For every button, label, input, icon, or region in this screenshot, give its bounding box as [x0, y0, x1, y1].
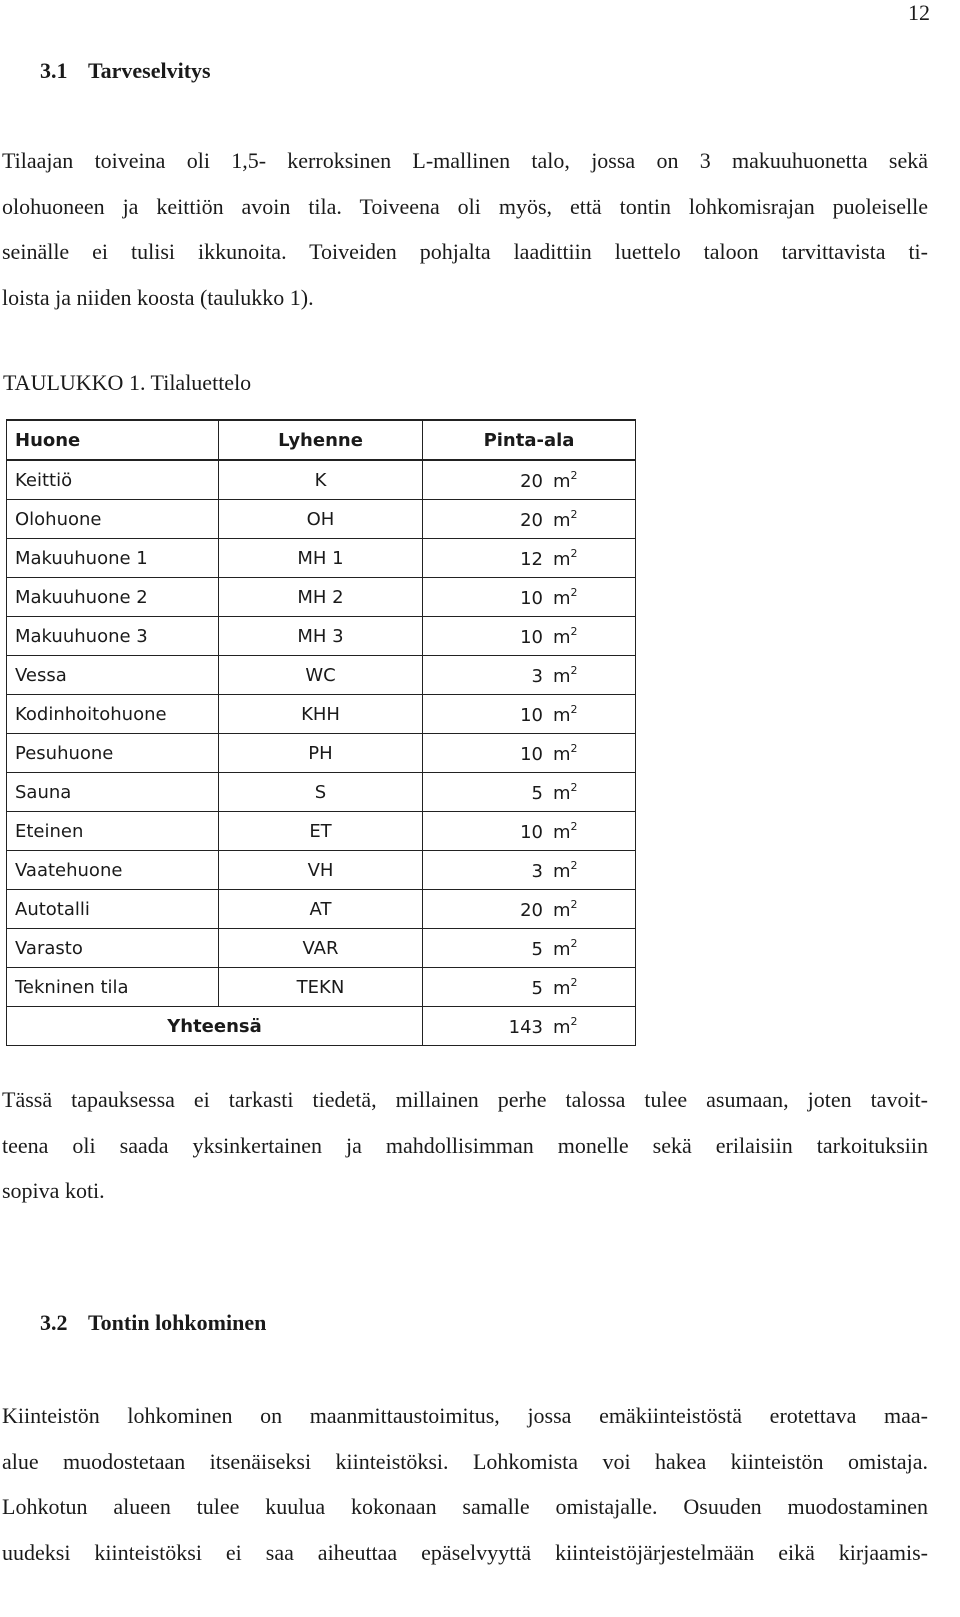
table-row	[7, 890, 636, 929]
section-number: 3.1	[40, 58, 68, 83]
room-area-value: 20	[520, 509, 543, 531]
total-area-value: 143	[508, 1016, 543, 1038]
room-area-cell	[423, 773, 636, 812]
table-row	[7, 851, 636, 890]
room-name: Kodinhoitohuone	[7, 695, 219, 734]
area-unit: $m^2$	[553, 546, 578, 570]
paragraph-line: loista ja niiden koosta (taulukko 1).	[2, 284, 314, 310]
paragraph-line: Kiinteistön lohkominen on maanmittaustoimitus, jossa emäkiinteistöstä erotettava maa-	[2, 1403, 928, 1428]
area-unit: $m^2$	[553, 585, 578, 609]
section-2-paragraph	[2, 1393, 928, 1575]
table-row	[7, 460, 636, 500]
room-abbreviation: K	[219, 460, 423, 500]
paragraph-line: alue muodostetaan itsenäiseksi kiinteistöksi. Lohkomista voi hakea kiinteistön omistaja.	[2, 1448, 928, 1474]
section-title: Tarveselvitys	[88, 58, 211, 83]
room-name: Autotalli	[7, 890, 219, 929]
room-name: Sauna	[7, 773, 219, 812]
room-area-value: 3	[531, 665, 543, 687]
area-unit: $m^2$	[553, 819, 578, 843]
header-abbreviation: Lyhenne	[219, 420, 423, 460]
table-header-row	[7, 420, 636, 460]
room-area-value: 20	[520, 899, 543, 921]
area-unit: $m^2$	[553, 897, 578, 921]
room-area-cell	[423, 578, 636, 617]
room-abbreviation: MH 2	[219, 578, 423, 617]
section-heading-3-1	[40, 58, 211, 84]
header-area: Pinta-ala	[423, 420, 636, 460]
room-abbreviation: KHH	[219, 695, 423, 734]
area-unit: $m^2$	[553, 1014, 578, 1038]
room-abbreviation: VAR	[219, 929, 423, 968]
room-abbreviation: ET	[219, 812, 423, 851]
area-unit: $m^2$	[553, 780, 578, 804]
paragraph-line: Lohkotun alueen tulee kuulua kokonaan samalle omistajalle. Osuuden muodostaminen	[2, 1494, 928, 1519]
room-area-value: 20	[520, 470, 543, 492]
room-area-cell	[423, 851, 636, 890]
area-unit: $m^2$	[553, 624, 578, 648]
table-row	[7, 968, 636, 1007]
table-row	[7, 812, 636, 851]
room-area-cell	[423, 460, 636, 500]
room-area-cell	[423, 617, 636, 656]
paragraph-line: uudeksi kiinteistöksi ei saa aiheuttaa epäselvyyttä kiinteistöjärjestelmään eikä kirjaamis-	[2, 1539, 928, 1565]
section-number: 3.2	[40, 1310, 68, 1335]
room-area-value: 5	[531, 938, 543, 960]
room-area-cell	[423, 500, 636, 539]
table-total-row	[7, 1007, 636, 1046]
table-row	[7, 929, 636, 968]
room-name: Eteinen	[7, 812, 219, 851]
room-name: Olohuone	[7, 500, 219, 539]
paragraph-line: olohuoneen ja keittiön avoin tila. Toiveena oli myös, että tontin lohkomisrajan puoleiselle	[2, 193, 928, 219]
room-abbreviation: OH	[219, 500, 423, 539]
paragraph-line: teena oli saada yksinkertainen ja mahdollisimman monelle sekä erilaisiin tarkoituksiin	[2, 1132, 928, 1158]
room-area-cell	[423, 968, 636, 1007]
room-name: Keittiö	[7, 460, 219, 500]
area-unit: $m^2$	[553, 663, 578, 687]
header-room: Huone	[7, 420, 219, 460]
room-name: Pesuhuone	[7, 734, 219, 773]
section-title: Tontin lohkominen	[88, 1310, 267, 1335]
room-area-value: 10	[520, 821, 543, 843]
room-area-cell	[423, 734, 636, 773]
room-abbreviation: MH 3	[219, 617, 423, 656]
room-area-value: 5	[531, 782, 543, 804]
paragraph-line: Tässä tapauksessa ei tarkasti tiedetä, millainen perhe talossa tulee asumaan, joten tavoit-	[2, 1087, 928, 1112]
table-row	[7, 617, 636, 656]
room-abbreviation: PH	[219, 734, 423, 773]
room-name: Makuuhuone 3	[7, 617, 219, 656]
room-abbreviation: WC	[219, 656, 423, 695]
table-row	[7, 656, 636, 695]
room-name: Makuuhuone 1	[7, 539, 219, 578]
table-row	[7, 695, 636, 734]
room-area-cell	[423, 890, 636, 929]
area-unit: $m^2$	[553, 858, 578, 882]
room-area-value: 12	[520, 548, 543, 570]
room-area-value: 5	[531, 977, 543, 999]
area-unit: $m^2$	[553, 936, 578, 960]
room-list-table	[6, 419, 636, 1046]
room-area-cell	[423, 539, 636, 578]
room-area-value: 10	[520, 743, 543, 765]
paragraph-line: sopiva koti.	[2, 1178, 105, 1203]
paragraph-line: seinälle ei tulisi ikkunoita. Toiveiden pohjalta laadittiin luettelo taloon tarvittavista ti-	[2, 239, 928, 264]
area-unit: $m^2$	[553, 702, 578, 726]
total-label: Yhteensä	[7, 1007, 423, 1046]
area-unit: $m^2$	[553, 468, 578, 492]
room-area-value: 10	[520, 587, 543, 609]
total-area-cell	[423, 1007, 636, 1046]
room-abbreviation: VH	[219, 851, 423, 890]
room-name: Vaatehuone	[7, 851, 219, 890]
table-row	[7, 734, 636, 773]
room-area-cell	[423, 929, 636, 968]
section-1-paragraph	[2, 138, 928, 320]
table-row	[7, 500, 636, 539]
room-area-value: 3	[531, 860, 543, 882]
room-area-cell	[423, 656, 636, 695]
paragraph-2	[2, 1077, 928, 1214]
section-heading-3-2	[40, 1310, 266, 1336]
room-abbreviation: AT	[219, 890, 423, 929]
room-area-cell	[423, 812, 636, 851]
room-name: Tekninen tila	[7, 968, 219, 1007]
room-name: Varasto	[7, 929, 219, 968]
area-unit: $m^2$	[553, 507, 578, 531]
room-abbreviation: S	[219, 773, 423, 812]
area-unit: $m^2$	[553, 741, 578, 765]
area-unit: $m^2$	[553, 975, 578, 999]
room-name: Makuuhuone 2	[7, 578, 219, 617]
room-area-value: 10	[520, 704, 543, 726]
table-row	[7, 773, 636, 812]
room-area-value: 10	[520, 626, 543, 648]
table-row	[7, 539, 636, 578]
room-abbreviation: TEKN	[219, 968, 423, 1007]
room-abbreviation: MH 1	[219, 539, 423, 578]
table-row	[7, 578, 636, 617]
room-name: Vessa	[7, 656, 219, 695]
room-area-cell	[423, 695, 636, 734]
page-number: 12	[908, 0, 930, 25]
table-caption: TAULUKKO 1. Tilaluettelo	[3, 370, 252, 395]
paragraph-line: Tilaajan toiveina oli 1,5- kerroksinen L-mallinen talo, jossa on 3 makuuhuonetta sekä	[2, 148, 928, 173]
